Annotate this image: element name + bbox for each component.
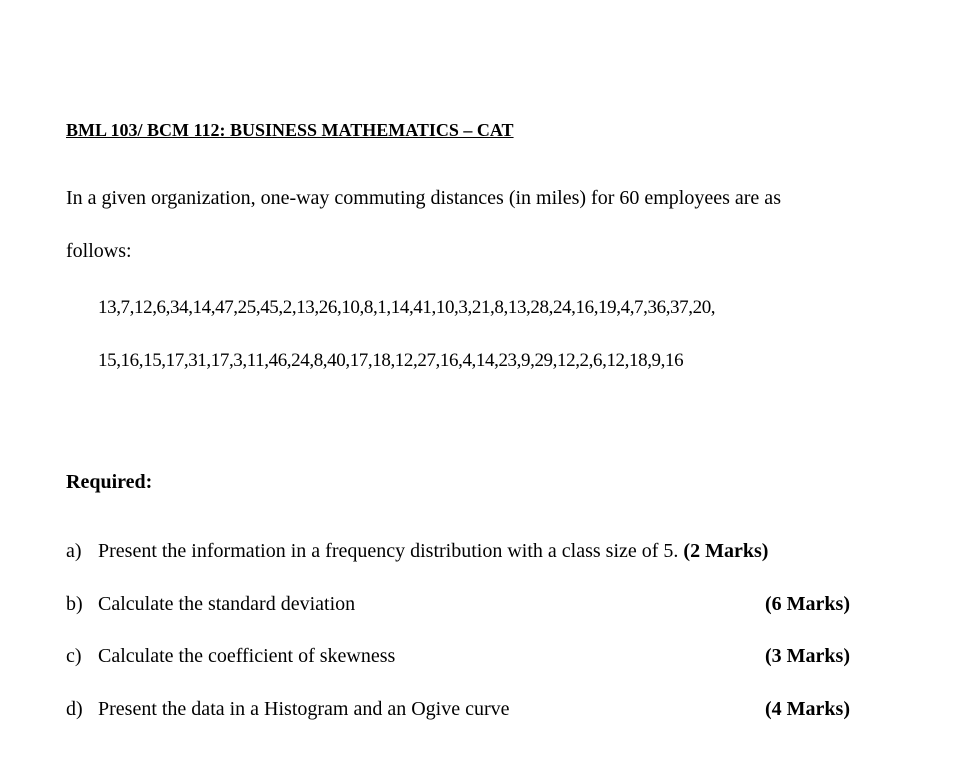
intro-paragraph [66,172,906,278]
document-title: BML 103/ BCM 112: BUSINESS MATHEMATICS – CAT [66,120,514,140]
question-marks: (2 Marks) [683,540,769,562]
question-marks: (6 Marks) [765,593,850,615]
question-letter: c) [66,645,82,667]
question-marks: (4 Marks) [765,698,850,720]
question-marks: (3 Marks) [765,645,850,667]
data-values-line: 13,7,12,6,34,14,47,25,45,2,13,26,10,8,1,14,41,10,3,21,8,13,28,24,16,19,4,7,36,37,20, [98,297,716,318]
required-heading: Required: [66,471,153,493]
question-letter: d) [66,698,83,720]
intro-line: follows: [66,240,132,262]
intro-line: In a given organization, one-way commuting distances (in miles) for 60 employees are as [66,187,781,209]
question-text: Calculate the coefficient of skewness [98,645,396,667]
data-values-line: 15,16,15,17,31,17,3,11,46,24,8,40,17,18,12,27,16,4,14,23,9,29,12,2,6,12,18,9,16 [98,350,684,371]
question-text: Calculate the standard deviation [98,593,356,615]
question-letter: a) [66,540,82,562]
question-text [98,540,768,563]
question-text: Present the data in a Histogram and an Ogive curve [98,698,510,720]
question-letter: b) [66,593,83,615]
question-text-body: Present the information in a frequency distribution with a class size of 5. [98,540,679,562]
